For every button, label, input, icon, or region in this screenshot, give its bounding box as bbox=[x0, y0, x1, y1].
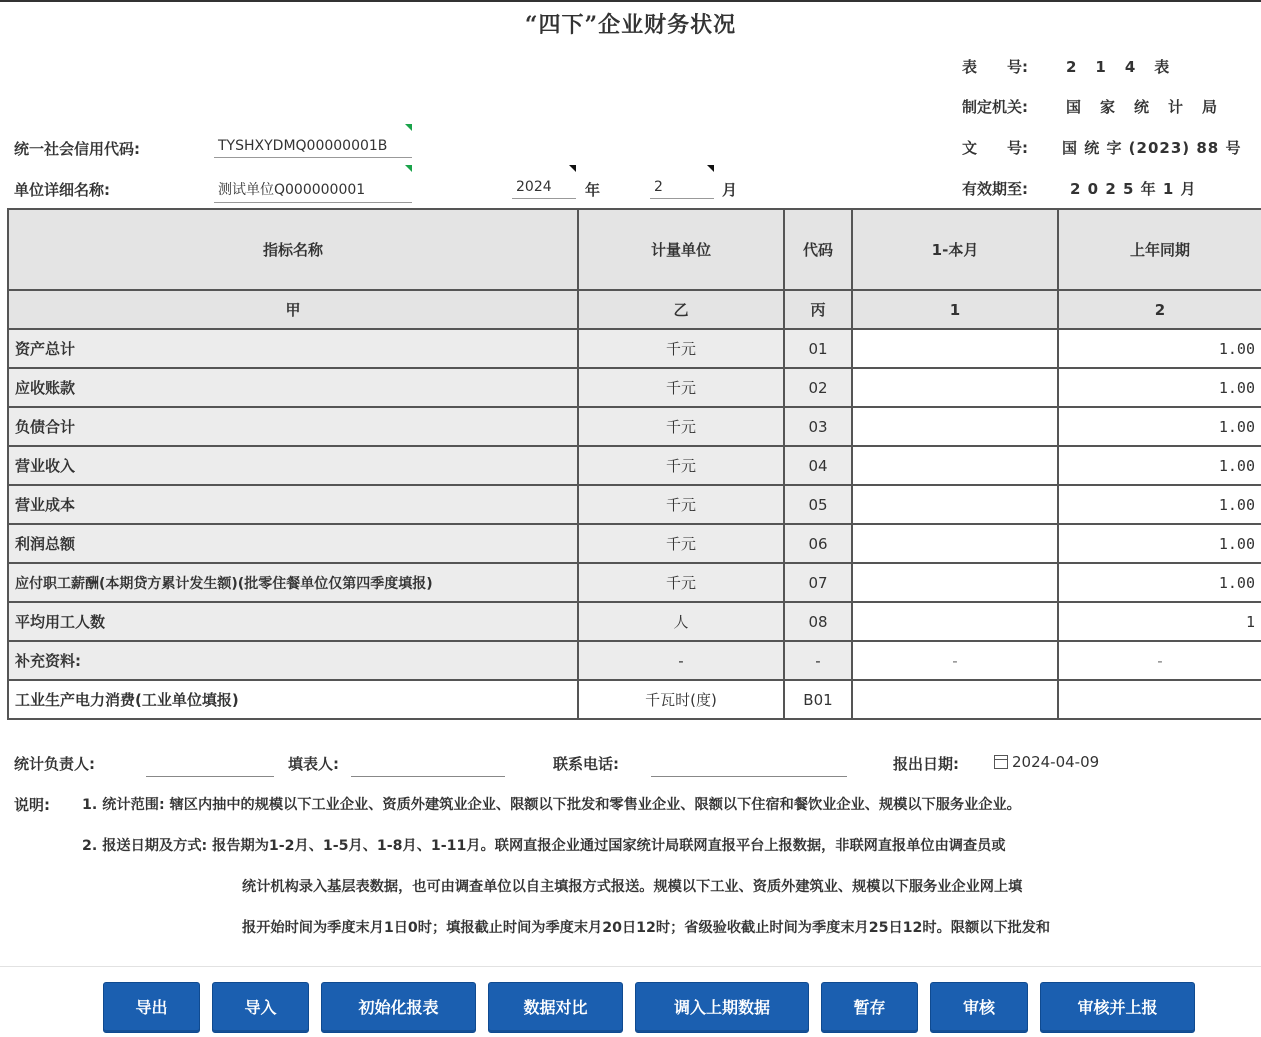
header-current: 1-本月 bbox=[852, 209, 1058, 290]
audit-submit-button[interactable]: 审核并上报 bbox=[1040, 982, 1195, 1033]
row-unit: 千元 bbox=[578, 329, 784, 368]
calendar-icon[interactable] bbox=[994, 755, 1008, 769]
init-report-button[interactable]: 初始化报表 bbox=[321, 982, 476, 1033]
export-button[interactable]: 导出 bbox=[103, 982, 200, 1033]
credit-code-field[interactable]: TYSHXYDMQ00000001B bbox=[214, 138, 412, 158]
notes-line-1: 1. 统计范围: 辖区内抽中的规模以下工业企业、资质外建筑业企业、限额以下批发和零售业企业、限额以下住宿和餐饮业企业、规模以下服务业企业。 bbox=[82, 797, 1021, 813]
subheader-bing: 丙 bbox=[784, 290, 852, 329]
notes-line-3: 统计机构录入基层表数据，也可由调查单位以自主填报方式报送。规模以下工业、资质外建筑业、规模以下服务业企业网上填 bbox=[242, 879, 1023, 895]
unit-name-label: 单位详细名称: bbox=[14, 181, 110, 199]
row-code: - bbox=[784, 641, 852, 680]
month-field[interactable]: 2 bbox=[650, 179, 714, 199]
table-row bbox=[8, 524, 1261, 563]
row-unit: 千元 bbox=[578, 407, 784, 446]
notes-heading: 说明: bbox=[14, 796, 50, 814]
notes-line-4: 报开始时间为季度末月1日0时；填报截止时间为季度末月20日12时；省级验收截止时间为季度末月25日12时。限额以下批发和 bbox=[242, 920, 1051, 936]
table-row bbox=[8, 446, 1261, 485]
row-current-dash: - bbox=[852, 641, 1058, 680]
phone-field[interactable] bbox=[651, 776, 847, 777]
meta-label-doc-no: 文 号: bbox=[962, 139, 1028, 157]
meta-label-valid-until: 有效期至: bbox=[962, 180, 1028, 198]
row-unit: 千元 bbox=[578, 563, 784, 602]
row-last-year-input[interactable]: 1 bbox=[1058, 602, 1261, 641]
row-unit: - bbox=[578, 641, 784, 680]
year-field[interactable]: 2024 bbox=[512, 179, 576, 199]
import-button[interactable]: 导入 bbox=[212, 982, 309, 1033]
report-date-value: 2024-04-09 bbox=[1012, 753, 1100, 771]
filler-label: 填表人: bbox=[288, 755, 339, 773]
row-name: 应付职工薪酬(本期贷方累计发生额)(批零住餐单位仅第四季度填报) bbox=[8, 563, 578, 602]
row-current-input[interactable] bbox=[852, 407, 1058, 446]
table-row bbox=[8, 407, 1261, 446]
subheader-1: 1 bbox=[852, 290, 1058, 329]
row-name: 工业生产电力消费(工业单位填报) bbox=[8, 680, 578, 719]
table-row bbox=[8, 329, 1261, 368]
table-row bbox=[8, 602, 1261, 641]
row-name: 平均用工人数 bbox=[8, 602, 578, 641]
top-border bbox=[0, 0, 1261, 2]
phone-label: 联系电话: bbox=[553, 755, 619, 773]
year-label: 年 bbox=[585, 181, 601, 199]
unit-name-field[interactable]: 测试单位Q000000001 bbox=[214, 179, 412, 203]
row-current-input[interactable] bbox=[852, 368, 1058, 407]
row-name: 利润总额 bbox=[8, 524, 578, 563]
subheader-yi: 乙 bbox=[578, 290, 784, 329]
filler-field[interactable] bbox=[351, 776, 505, 777]
header-unit: 计量单位 bbox=[578, 209, 784, 290]
header-code: 代码 bbox=[784, 209, 852, 290]
credit-code-label: 统一社会信用代码: bbox=[14, 140, 140, 158]
table-subheader-row bbox=[8, 290, 1261, 329]
table-row bbox=[8, 563, 1261, 602]
financial-table bbox=[7, 208, 1261, 720]
table-row bbox=[8, 680, 1261, 719]
row-current-input[interactable] bbox=[852, 602, 1058, 641]
stat-head-field[interactable] bbox=[146, 776, 274, 777]
header-indicator: 指标名称 bbox=[8, 209, 578, 290]
audit-button[interactable]: 审核 bbox=[930, 982, 1028, 1033]
meta-value-form-no: 2 1 4 表 bbox=[1066, 58, 1172, 76]
table-row bbox=[8, 641, 1261, 680]
row-current-input[interactable] bbox=[852, 329, 1058, 368]
row-code: 02 bbox=[784, 368, 852, 407]
meta-label-authority: 制定机关: bbox=[962, 98, 1028, 116]
row-last-year-dash: - bbox=[1058, 641, 1261, 680]
row-unit: 千元 bbox=[578, 368, 784, 407]
row-last-year-input[interactable] bbox=[1058, 680, 1261, 719]
report-date-field[interactable] bbox=[994, 753, 1099, 771]
row-current-input[interactable] bbox=[852, 524, 1058, 563]
row-name: 营业收入 bbox=[8, 446, 578, 485]
row-code: 08 bbox=[784, 602, 852, 641]
meta-value-doc-no: 国 统 字 (2023) 88 号 bbox=[1062, 139, 1242, 157]
meta-value-valid-until: 2 0 2 5 年 1 月 bbox=[1070, 180, 1197, 198]
row-current-input[interactable] bbox=[852, 485, 1058, 524]
notes-line-2: 2. 报送日期及方式: 报告期为1-2月、1-5月、1-8月、1-11月。联网直报企业通过国家统计局联网直报平台上报数据，非联网直报单位由调查员或 bbox=[82, 838, 1006, 854]
row-current-input[interactable] bbox=[852, 446, 1058, 485]
table-row bbox=[8, 485, 1261, 524]
row-code: 01 bbox=[784, 329, 852, 368]
month-label: 月 bbox=[722, 181, 738, 199]
row-unit: 千元 bbox=[578, 524, 784, 563]
row-unit: 千瓦时(度) bbox=[578, 680, 784, 719]
subheader-2: 2 bbox=[1058, 290, 1261, 329]
row-code: 05 bbox=[784, 485, 852, 524]
footer-divider bbox=[0, 966, 1261, 967]
row-current-input[interactable] bbox=[852, 680, 1058, 719]
load-previous-button[interactable]: 调入上期数据 bbox=[635, 982, 809, 1033]
row-code: 04 bbox=[784, 446, 852, 485]
row-name: 资产总计 bbox=[8, 329, 578, 368]
row-last-year-input[interactable]: 1.00 bbox=[1058, 446, 1261, 485]
row-name: 负债合计 bbox=[8, 407, 578, 446]
row-last-year-input[interactable]: 1.00 bbox=[1058, 368, 1261, 407]
row-code: 06 bbox=[784, 524, 852, 563]
save-draft-button[interactable]: 暂存 bbox=[821, 982, 918, 1033]
row-last-year-input[interactable]: 1.00 bbox=[1058, 563, 1261, 602]
meta-label-form-no: 表 号: bbox=[962, 58, 1028, 76]
report-date-label: 报出日期: bbox=[893, 755, 959, 773]
row-last-year-input[interactable]: 1.00 bbox=[1058, 407, 1261, 446]
row-name: 应收账款 bbox=[8, 368, 578, 407]
row-last-year-input[interactable]: 1.00 bbox=[1058, 329, 1261, 368]
row-last-year-input[interactable]: 1.00 bbox=[1058, 485, 1261, 524]
stat-head-label: 统计负责人: bbox=[14, 755, 95, 773]
table-header-row bbox=[8, 209, 1261, 290]
subheader-jia: 甲 bbox=[8, 290, 578, 329]
row-unit: 千元 bbox=[578, 485, 784, 524]
row-code: B01 bbox=[784, 680, 852, 719]
row-code: 03 bbox=[784, 407, 852, 446]
table-row bbox=[8, 368, 1261, 407]
row-unit: 人 bbox=[578, 602, 784, 641]
meta-value-authority: 国 家 统 计 局 bbox=[1066, 98, 1220, 116]
row-code: 07 bbox=[784, 563, 852, 602]
row-last-year-input[interactable]: 1.00 bbox=[1058, 524, 1261, 563]
header-last-year: 上年同期 bbox=[1058, 209, 1261, 290]
row-name: 补充资料: bbox=[8, 641, 578, 680]
data-compare-button[interactable]: 数据对比 bbox=[488, 982, 623, 1033]
row-current-input[interactable] bbox=[852, 563, 1058, 602]
page-title: “四下”企业财务状况 bbox=[524, 12, 737, 38]
row-name: 营业成本 bbox=[8, 485, 578, 524]
row-unit: 千元 bbox=[578, 446, 784, 485]
